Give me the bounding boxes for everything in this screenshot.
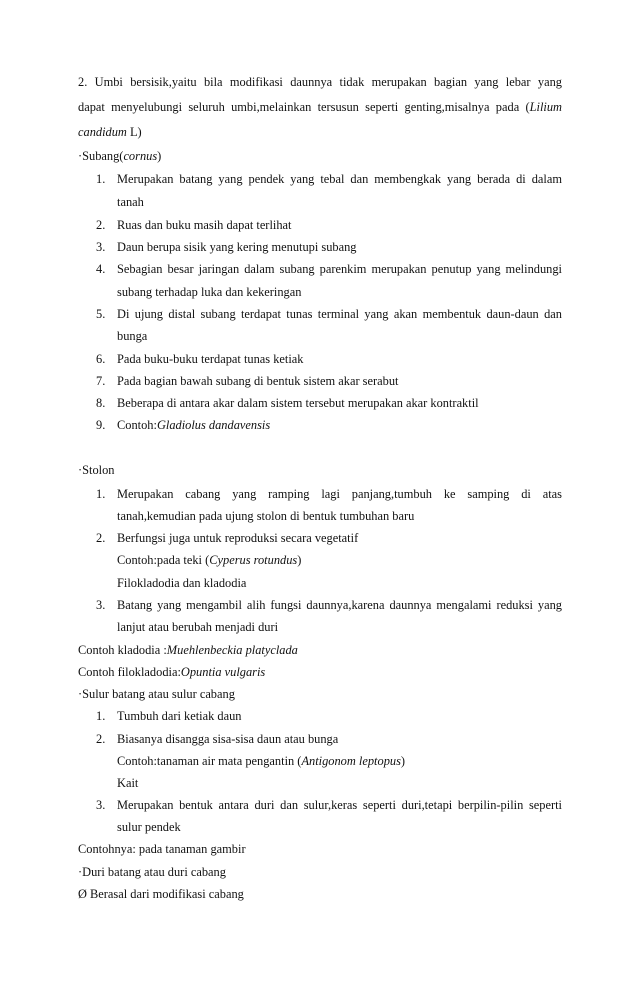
text: dapat menyelubungi seluruh umbi,melainkan tersusun seperti genting,misalnya pada (: [78, 100, 530, 114]
section-heading-duri: ·Duri batang atau duri cabang: [78, 865, 226, 879]
list-number: 6.: [96, 352, 106, 366]
list-number: 3.: [96, 598, 106, 612]
text: Contoh filokladodia:: [78, 665, 181, 679]
text: ·Subang(: [78, 149, 124, 163]
list-number: 1.: [96, 487, 106, 501]
list-item: Merupakan cabang yang ramping lagi panjang,tumbuh ke samping di atas: [117, 487, 562, 501]
list-item: Daun berupa sisik yang kering menutupi subang: [117, 240, 357, 254]
list-number: 2.: [96, 531, 106, 545]
list-number: 9.: [96, 418, 106, 432]
italic-text: candidum: [78, 125, 127, 139]
text: Contoh:tanaman air mata pengantin (: [117, 754, 302, 768]
list-number: 5.: [96, 307, 106, 321]
list-item-continuation: bunga: [117, 329, 148, 343]
text: Contoh:: [117, 418, 157, 432]
list-number: 1.: [96, 709, 106, 723]
list-number: 2.: [96, 218, 106, 232]
list-item: Beberapa di antara akar dalam sistem tersebut merupakan akar kontraktil: [117, 396, 479, 410]
list-number: 7.: [96, 374, 106, 388]
text: 2. Umbi bersisik,yaitu bila modifikasi daunnya tidak merupakan bagian yang lebar yang: [78, 75, 562, 89]
list-item: Berfungsi juga untuk reproduksi secara vegetatif: [117, 531, 359, 545]
italic-text: Muehlenbeckia platyclada: [166, 643, 298, 657]
list-item: Pada buku-buku terdapat tunas ketiak: [117, 352, 304, 366]
list-item-continuation: sulur pendek: [117, 820, 181, 834]
list-number: 4.: [96, 262, 106, 276]
italic-text: Opuntia vulgaris: [180, 665, 266, 679]
list-item: [117, 417, 270, 433]
list-number: 3.: [96, 798, 106, 812]
list-item: Tumbuh dari ketiak daun: [117, 709, 242, 723]
italic-text: Cyperus rotundus: [209, 553, 298, 567]
italic-text: Lilium: [529, 100, 562, 114]
text: L): [126, 125, 142, 139]
text: ): [297, 553, 302, 567]
paragraph-line: [78, 74, 562, 90]
example-line: Kait: [117, 776, 139, 790]
example-kladodia: [78, 642, 298, 658]
text: Contoh:pada teki (: [117, 553, 210, 567]
example-line: Filokladodia dan kladodia: [117, 576, 247, 590]
italic-text: Gladiolus dandavensis: [156, 418, 271, 432]
list-item-continuation: subang terhadap luka dan kekeringan: [117, 285, 302, 299]
list-item: Di ujung distal subang terdapat tunas terminal yang akan membentuk daun-daun dan: [117, 307, 562, 321]
list-item: Sebagian besar jaringan dalam subang parenkim merupakan penutup yang melindungi: [117, 262, 562, 276]
example-filokladodia: [78, 664, 265, 680]
example-line: [117, 753, 405, 769]
paragraph-line: [78, 99, 562, 115]
section-heading-stolon: ·Stolon: [78, 463, 115, 477]
bullet-line: Ø Berasal dari modifikasi cabang: [78, 887, 244, 901]
list-item-continuation: tanah,kemudian pada ujung stolon di bentuk tumbuhan baru: [117, 509, 415, 523]
text: ): [400, 754, 406, 768]
list-item: Ruas dan buku masih dapat terlihat: [117, 218, 292, 232]
example-line: [117, 552, 301, 568]
list-number: 8.: [96, 396, 106, 410]
list-item: Biasanya disangga sisa-sisa daun atau bunga: [117, 732, 339, 746]
section-heading-sulur: ·Sulur batang atau sulur cabang: [78, 687, 235, 701]
italic-text: Antigonom leptopus: [301, 754, 401, 768]
italic-text: cornus: [123, 149, 158, 163]
list-number: 3.: [96, 240, 106, 254]
list-number: 1.: [96, 172, 106, 186]
text: ): [157, 149, 162, 163]
list-item: Pada bagian bawah subang di bentuk sistem akar serabut: [117, 374, 399, 388]
list-item: Merupakan batang yang pendek yang tebal dan membengkak yang berada di dalam: [117, 172, 562, 186]
list-item: Batang yang mengambil alih fungsi daunnya,karena daunnya mengalami reduksi yang: [117, 598, 562, 612]
paragraph-line: [78, 124, 142, 140]
list-item-continuation: lanjut atau berubah menjadi duri: [117, 620, 279, 634]
example-line: Contohnya: pada tanaman gambir: [78, 842, 246, 856]
text: Contoh kladodia :: [78, 643, 167, 657]
list-item: Merupakan bentuk antara duri dan sulur,keras seperti duri,tetapi berpilin-pilin seperti: [117, 798, 562, 812]
section-heading-subang: [78, 148, 161, 164]
list-number: 2.: [96, 732, 106, 746]
list-item-continuation: tanah: [117, 195, 144, 209]
